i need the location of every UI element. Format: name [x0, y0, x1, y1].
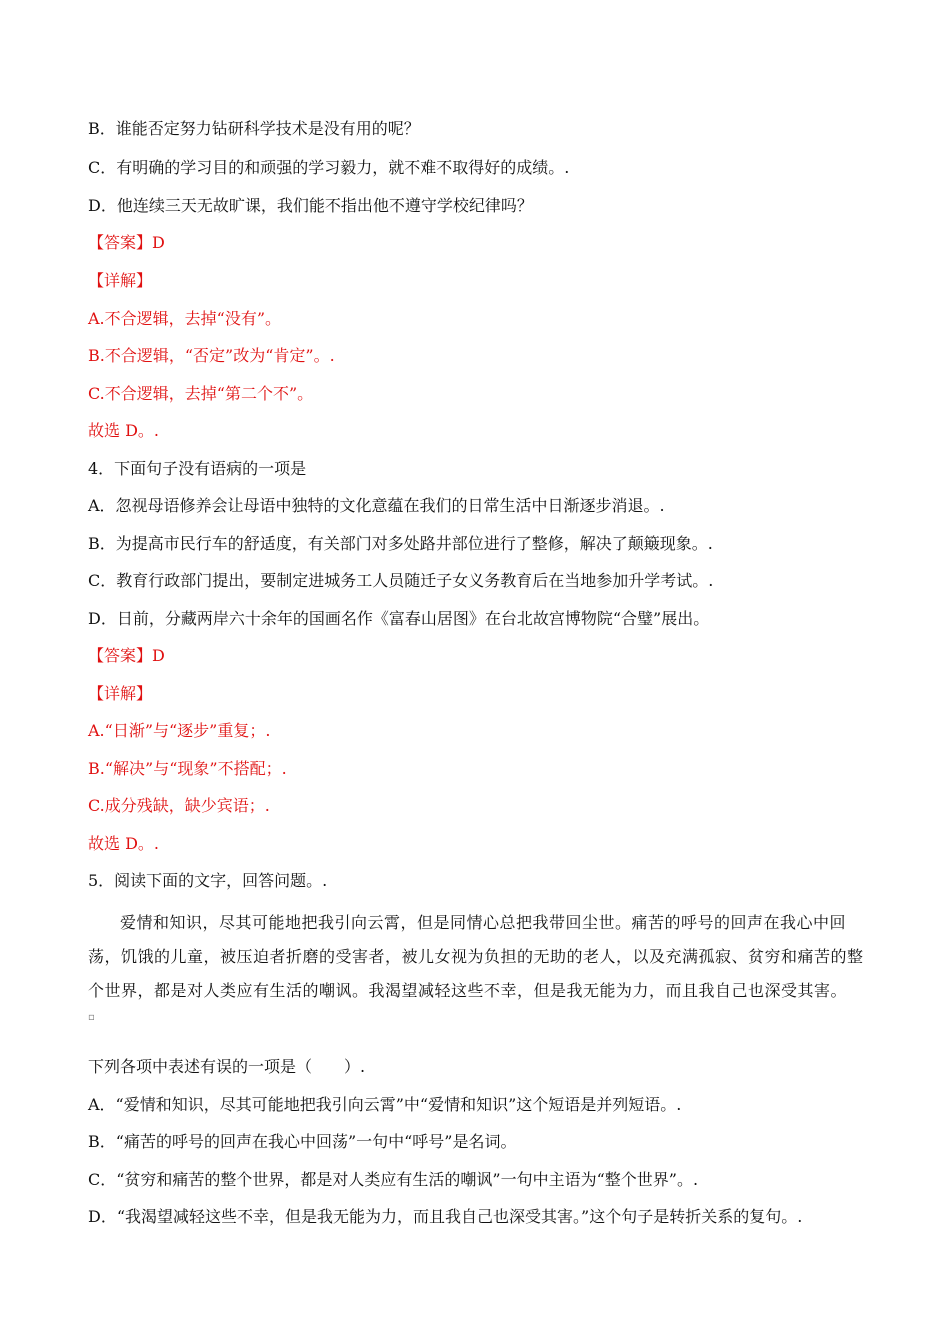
q5-option-b: B．“痛苦的呼号的回声在我心中回荡”一句中“呼号”是名词。 — [88, 1132, 517, 1151]
q4-answer — [88, 645, 165, 667]
q4-answer-label: 【答案】 — [88, 646, 153, 665]
q3-answer-value: D — [152, 233, 165, 252]
q3-detail-a: A.不合逻辑，去掉“没有”。 — [88, 309, 282, 328]
q4-detail-c: C.成分残缺，缺少宾语；. — [88, 796, 270, 815]
q4-option-b: B．为提高市民行车的舒适度，有关部门对多处路井部位进行了整修，解决了颠簸现象。. — [88, 534, 713, 553]
q4-option-c: C．教育行政部门提出，要制定进城务工人员随迁子女义务教育后在当地参加升学考试。. — [88, 571, 714, 590]
q5-passage — [88, 906, 868, 1008]
q4-detail-a: A.“日渐”与“逐步”重复；. — [88, 721, 271, 740]
q3-conclusion: 故选 D。. — [88, 421, 160, 440]
q4-option-a: A．忽视母语修养会让母语中独特的文化意蕴在我们的日常生活中日渐逐步消退。. — [88, 496, 665, 515]
q5-option-d: D．“我渴望减轻这些不幸，但是我无能为力，而且我自己也深受其害。”这个句子是转折关系的复句。. — [88, 1207, 803, 1226]
q3-answer-label: 【答案】 — [88, 233, 153, 252]
q3-detail-c: C.不合逻辑，去掉“第二个不”。 — [88, 384, 314, 403]
q3-option-d: D．他连续三天无故旷课，我们能不指出他不遵守学校纪律吗？ — [88, 196, 533, 215]
q3-detail-b: B.不合逻辑，“否定”改为“肯定”。. — [88, 346, 335, 365]
q5-question: 下列各项中表述有误的一项是（ ）. — [88, 1057, 366, 1076]
q3-option-c: C．有明确的学习目的和顽强的学习毅力，就不难不取得好的成绩。. — [88, 158, 570, 177]
q5-stem: 5．阅读下面的文字，回答问题。. — [88, 871, 328, 890]
q5-option-a: A．“爱情和知识，尽其可能地把我引向云霄”中“爱情和知识”这个短语是并列短语。. — [88, 1095, 682, 1114]
q5-passage-text: 爱情和知识，尽其可能地把我引向云霄，但是同情心总把我带回尘世。痛苦的呼号的回声在我心中回荡，饥饿的儿童，被压迫者折磨的受害者，被儿女视为负担的无助的老人，以及充满孤寂、贫穷和痛苦的整个世界，都是对人类应有生活的嘲讽。我渴望减轻这些不幸，但是我无能为力，而且我自己也深受其害。 — [88, 913, 864, 1000]
q4-option-d: D．日前，分藏两岸六十余年的国画名作《富春山居图》在台北故宫博物院“合璧”展出。 — [88, 609, 710, 628]
q4-detail-label: 【详解】 — [88, 684, 153, 703]
q3-answer — [88, 232, 165, 254]
q4-stem: 4．下面句子没有语病的一项是 — [88, 459, 307, 478]
q4-detail-b: B.“解决”与“现象”不搭配；. — [88, 759, 287, 778]
q3-option-b: B．谁能否定努力钻研科学技术是没有用的呢？ — [88, 119, 420, 138]
q5-option-c: C．“贫穷和痛苦的整个世界，都是对人类应有生活的嘲讽”一句中主语为“整个世界”。. — [88, 1170, 699, 1189]
paragraph-mark: ▫ — [88, 1012, 95, 1023]
q4-answer-value: D — [152, 646, 165, 665]
q3-detail-label: 【详解】 — [88, 271, 153, 290]
q4-conclusion: 故选 D。. — [88, 834, 160, 853]
